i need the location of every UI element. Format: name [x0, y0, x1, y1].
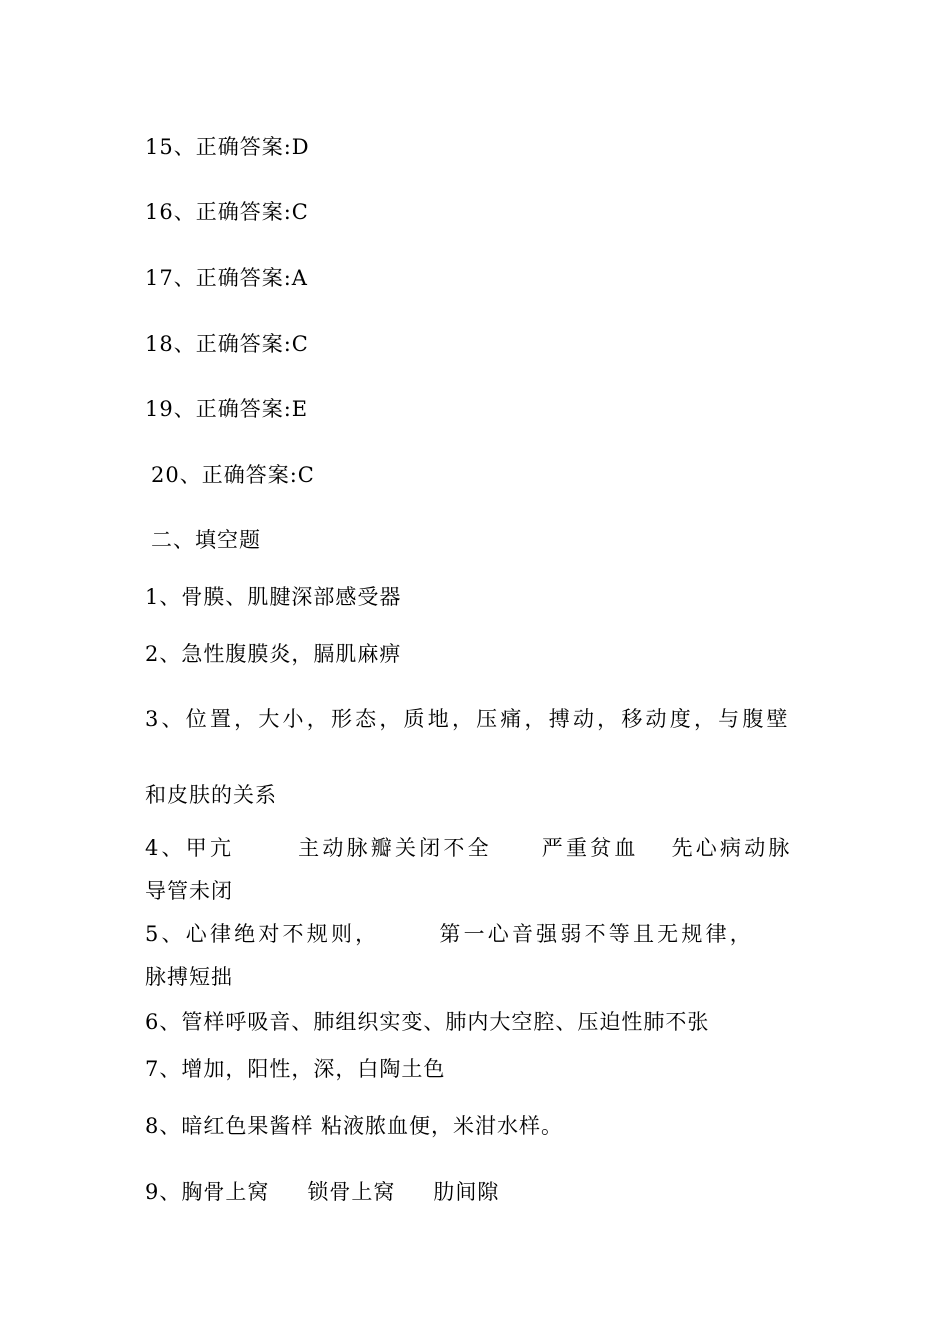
fill-blank-6: 6、管样呼吸音、肺组织实变、肺内大空腔、压迫性肺不张: [145, 1010, 710, 1034]
answer-20: 20、正确答案:C: [151, 463, 315, 487]
fill-blank-4-item-1: 4、甲亢: [145, 836, 235, 860]
fill-blank-5-line1: [145, 920, 754, 948]
fill-blank-5-item-1: 5、心律绝对不规则，: [145, 922, 380, 946]
fill-blank-4-item-3: 严重贫血: [541, 836, 639, 860]
fill-blank-1: 1、骨膜、肌腱深部感受器: [145, 585, 402, 609]
answer-15: 15、正确答案:D: [145, 135, 310, 159]
fill-blank-4-line2: 导管未闭: [145, 879, 233, 903]
fill-blank-9-item-1: 9、胸骨上窝: [145, 1180, 270, 1204]
answer-16: 16、正确答案:C: [145, 200, 309, 224]
fill-blank-9-item-2: 锁骨上窝: [307, 1180, 396, 1204]
fill-blank-9-item-3: 肋间隙: [433, 1180, 500, 1204]
section-heading: 二、填空题: [151, 528, 261, 552]
fill-blank-4-item-2: 主动脉瓣关闭不全: [298, 836, 492, 860]
fill-blank-5-item-2: 第一心音强弱不等且无规律，: [439, 922, 754, 946]
fill-blank-3-line1: 3、位置，大小，形态，质地，压痛，搏动，移动度，与腹壁: [145, 707, 791, 731]
fill-blank-5-line2: 脉搏短拙: [145, 965, 233, 989]
fill-blank-3-line2: 和皮肤的关系: [145, 783, 277, 807]
fill-blank-2: 2、急性腹膜炎，膈肌麻痹: [145, 642, 402, 666]
answer-18: 18、正确答案:C: [145, 332, 309, 356]
answer-17: 17、正确答案:A: [145, 266, 308, 290]
fill-blank-4-item-4: 先心病动脉: [671, 836, 793, 860]
fill-blank-8: 8、暗红色果酱样 粘液脓血便，米泔水样。: [145, 1114, 564, 1138]
fill-blank-9: [145, 1178, 499, 1206]
fill-blank-7: 7、增加，阳性，深，白陶土色: [145, 1057, 446, 1081]
fill-blank-4-line1: [145, 834, 793, 862]
answer-19: 19、正确答案:E: [145, 397, 309, 421]
